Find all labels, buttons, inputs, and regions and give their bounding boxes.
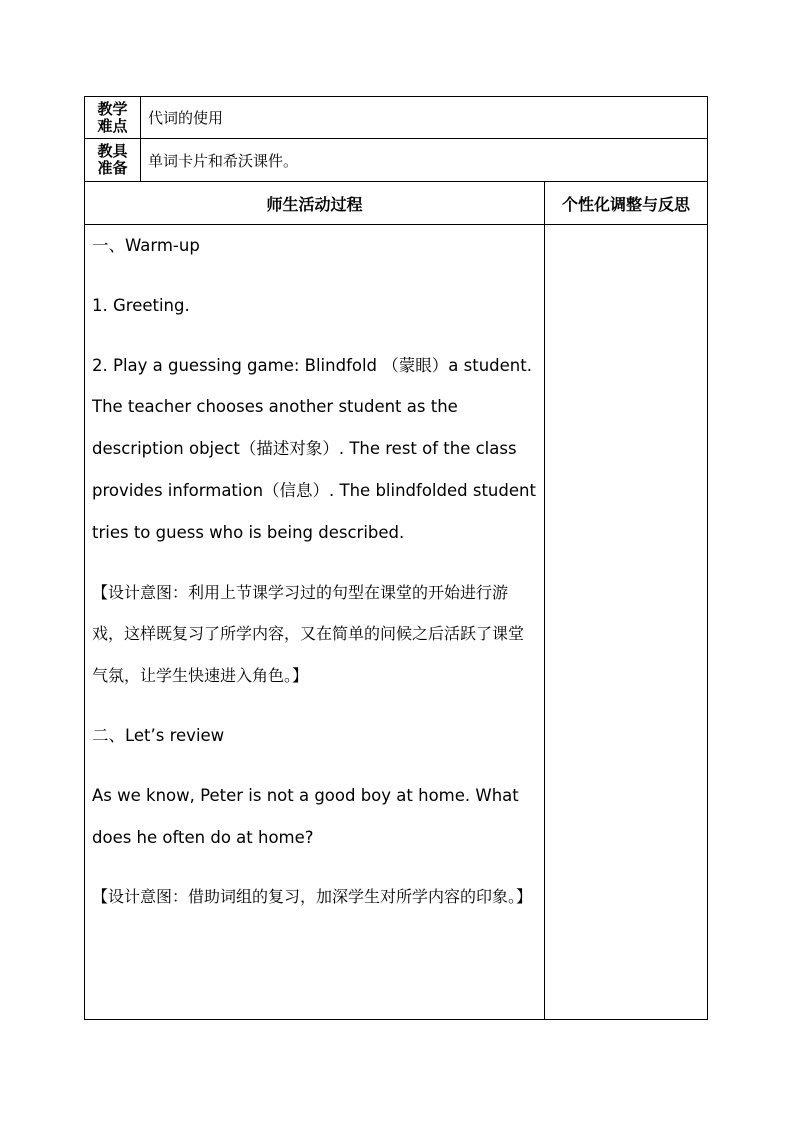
step-greeting: 1. Greeting. [92, 295, 190, 315]
header-row [85, 182, 707, 225]
materials-value: 单词卡片和希沃课件。 [148, 151, 299, 170]
section1-title: 一、Warm-up [92, 236, 200, 255]
difficulty-value: 代词的使用 [148, 109, 224, 127]
design-intent-1: 【设计意图：利用上节课学习过的句型在课堂的开始进行游戏，这样既复习了所学内容，又在简单的问候之后活跃了课堂气氛，让学生快速进入角色。】 [92, 582, 525, 686]
section2-title: 二、Let’s review [92, 725, 225, 745]
design-intent-2: 【设计意图：借助词组的复习，加深学生对所学内容的印象。】 [92, 887, 533, 907]
reflection-header: 个性化调整与反思 [561, 194, 690, 214]
difficulty-label-bottom: 难点 [97, 116, 128, 135]
review-text: As we know, Peter is not a good boy at home. What does he often do at home? [92, 785, 519, 847]
difficulty-row [85, 97, 707, 139]
materials-label [85, 139, 141, 181]
materials-label-top: 教具 [97, 142, 128, 160]
process-cell [85, 225, 545, 1019]
difficulty-label-top: 教学 [97, 99, 128, 118]
process-header: 师生活动过程 [85, 182, 545, 224]
step-guessing-game: 2. Play a guessing game: Blindfold （蒙眼）a student. The teacher chooses another student as the description object（描述对象）. The rest of the class provides information（信息）. The blindfolded student tries to guess who is being described. [92, 355, 536, 542]
lesson-plan-table [84, 96, 708, 1020]
process-content [85, 225, 544, 918]
reflection-cell [545, 225, 707, 1019]
materials-label-bottom: 准备 [97, 159, 128, 177]
materials-row [85, 139, 707, 182]
difficulty-label [85, 97, 141, 138]
